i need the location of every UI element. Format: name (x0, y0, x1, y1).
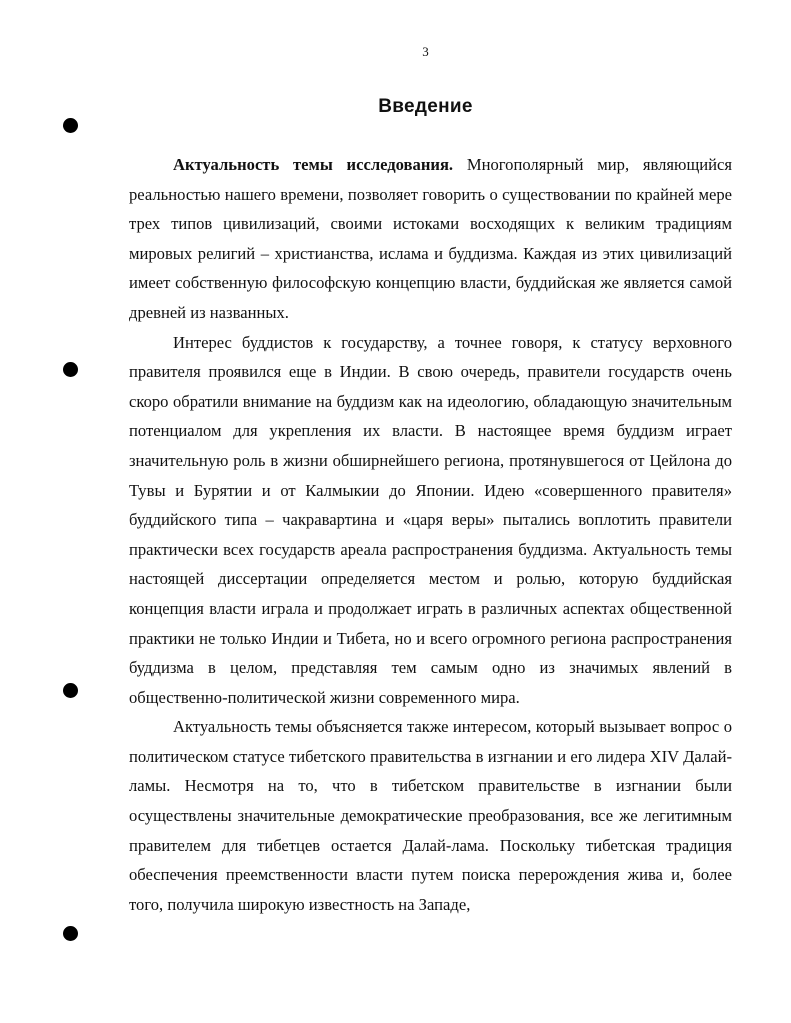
binder-hole-mark (63, 118, 78, 133)
paragraph-lead: Актуальность темы исследования. (173, 155, 454, 174)
binder-hole-mark (63, 926, 78, 941)
page-number: 3 (422, 44, 429, 59)
paragraph (129, 328, 732, 713)
page-title: Введение (378, 96, 473, 117)
paragraph-text: Актуальность темы объясняется также интересом, который вызывает вопрос о политическом статусе тибетского правительства в изгнании и его лидера XIV Далай-ламы. Несмотря на то, что в тибетском правительстве в изгнании были осуществлены значительные демократические преобразования, все же легитимным правителем для тибетцев остается Далай-лама. Поскольку тибетская традиция обеспечения преемственности власти путем поиска перерождения жива и, более того, получила широкую известность на Западе, (129, 717, 732, 914)
paragraph (129, 712, 732, 919)
paragraph-text: Многополярный мир, являющийся реальностью нашего времени, позволяет говорить о существовании по крайней мере трех типов цивилизаций, своими истоками восходящих к великим традициям мировых религий – христианства, ислама и буддизма. Каждая из этих цивилизаций имеет собственную философскую концепцию власти, буддийская же является самой древней из названных. (129, 155, 732, 322)
document-body (129, 150, 732, 919)
paragraph (129, 150, 732, 328)
binder-hole-mark (63, 362, 78, 377)
binder-hole-mark (63, 683, 78, 698)
paragraph-text: Интерес буддистов к государству, а точнее говоря, к статусу верховного правителя проявился еще в Индии. В свою очередь, правители государств очень скоро обратили внимание на буддизм как на идеологию, обладающую значительным потенциалом для укрепления их власти. В настоящее время буддизм играет значительную роль в жизни обширнейшего региона, протянувшегося от Цейлона до Тувы и Бурятии и от Калмыкии до Японии. Идею «совершенного правителя» буддийского типа – чакравартина и «царя веры» пытались воплотить правители практически всех государств ареала распространения буддизма. Актуальность темы настоящей диссертации определяется местом и ролью, которую буддийская концепция власти играла и продолжает играть в различных аспектах общественной практики не только Индии и Тибета, но и всего огромного региона распространения буддизма в целом, представляя тем самым одно из значимых явлений в общественно-политической жизни современного мира. (129, 332, 732, 707)
